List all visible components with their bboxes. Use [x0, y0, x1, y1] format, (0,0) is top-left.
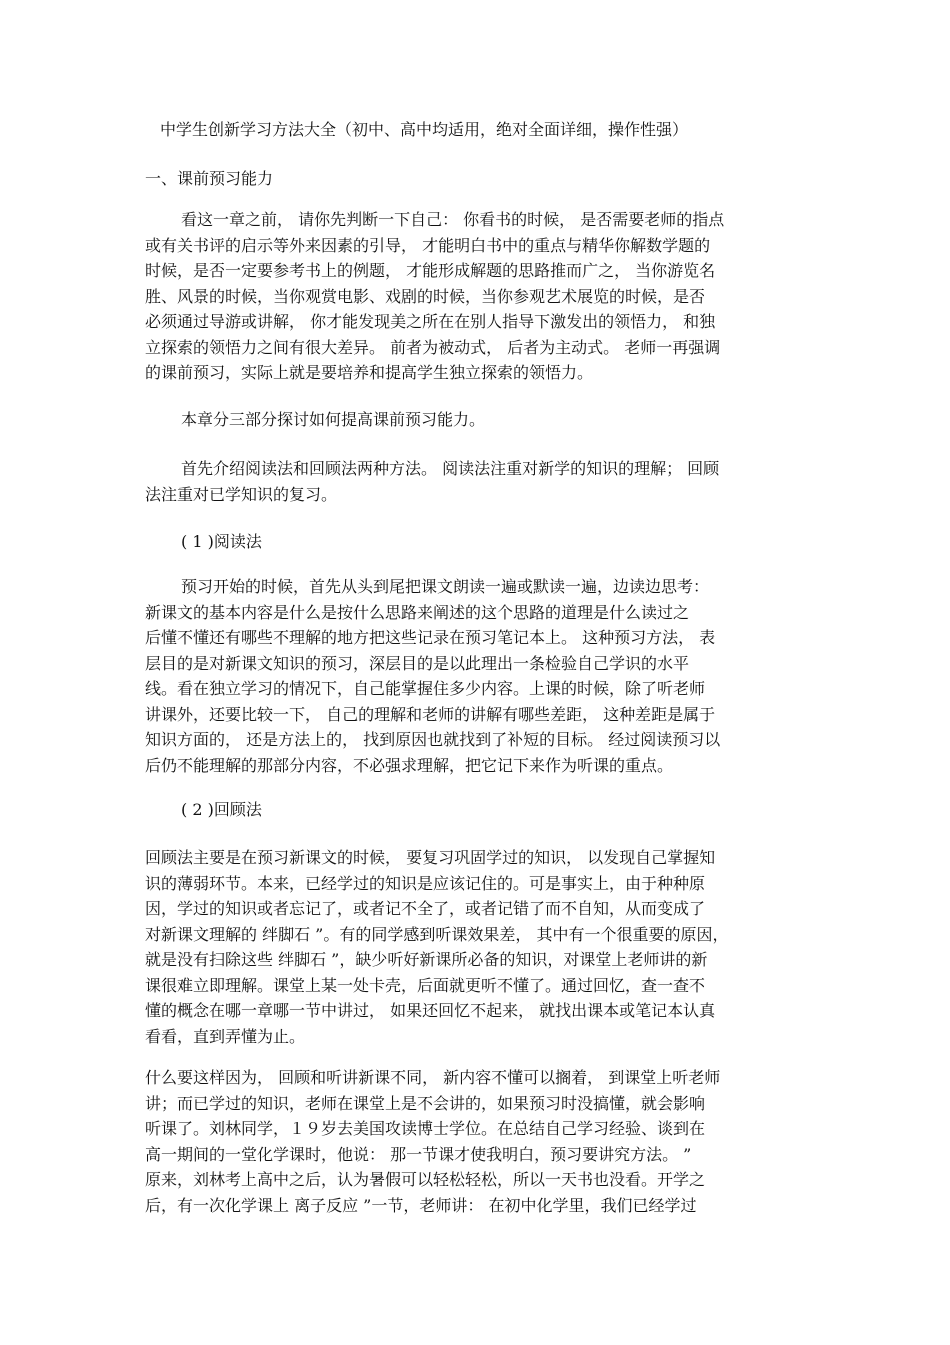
paragraph-line: 讲课外，还要比较一下， 自己的理解和老师的讲解有哪些差距， 这种差距是属于: [145, 704, 716, 724]
paragraph-line: 预习开始的时候，首先从头到尾把课文朗读一遍或默读一遍，边读边思考：: [181, 577, 710, 596]
paragraph-line: 回顾法主要是在预习新课文的时候， 要复习巩固学过的知识， 以发现自己掌握知: [145, 848, 716, 867]
subheading-review-method: ( 2 )回顾法: [181, 800, 262, 819]
section-heading-preview: 一、课前预习能力: [145, 169, 274, 188]
paragraph-line: 层目的是对新课文知识的预习，深层目的是以此理出一条检验自己学识的水平: [145, 653, 690, 673]
paragraph-intro: [145, 207, 815, 386]
paragraph-line: 或有关书评的启示等外来因素的引导， 才能明白书中的重点与精华你解数学题的: [145, 235, 711, 255]
paragraph-line: 看这一章之前， 请你先判断一下自己： 你看书的时候， 是否需要老师的指点: [181, 210, 725, 229]
paragraph-line: 看看，直到弄懂为止。: [145, 1026, 306, 1046]
paragraph-line: 时候，是否一定要参考书上的例题， 才能形成解题的思路推而广之， 当你游览名: [145, 261, 716, 280]
paragraph-line: 知识方面的， 还是方法上的， 找到原因也就找到了补短的目标。 经过阅读预习以: [145, 730, 721, 749]
paragraph-line: 高一期间的一堂化学课时，他说： 那一节课才使我明白，预习要讲究方法。 ”: [145, 1144, 692, 1164]
paragraph-line: 后懂不懂还有哪些不理解的地方把这些记录在预习笔记本上。 这种预习方法， 表: [145, 628, 716, 647]
paragraph-review-method: [145, 845, 815, 1049]
paragraph-line: 懂的概念在哪一章哪一节中讲过， 如果还回忆不起来， 就找出课本或笔记本认真: [145, 1001, 716, 1020]
paragraph-line: 胜、风景的时候，当你观赏电影、戏剧的时候，当你参观艺术展览的时候，是否: [145, 286, 706, 306]
paragraph-line: 后，有一次化学课上 离子反应 ”一节，老师讲： 在初中化学里，我们已经学过: [145, 1195, 697, 1215]
paragraph-line: 法注重对已学知识的复习。: [145, 484, 338, 504]
subheading-reading-method: ( 1 )阅读法: [181, 532, 262, 551]
paragraph-line: 新课文的基本内容是什么是按什么思路来阐述的这个思路的道理是什么读过之: [145, 602, 690, 622]
paragraph-line: 课很难立即理解。课堂上某一处卡壳，后面就更听不懂了。通过回忆，查一查不: [145, 975, 706, 995]
paragraph-line: 因，学过的知识或者忘记了，或者记不全了，或者记错了而不自知，从而变成了: [145, 899, 706, 918]
document-title: 中学生创新学习方法大全（初中、高中均适用，绝对全面详细，操作性强）: [160, 120, 689, 139]
paragraph-line: 原来，刘林考上高中之后，认为暑假可以轻松轻松，所以一天书也没看。开学之: [145, 1170, 706, 1189]
paragraph-line: 线。看在独立学习的情况下，自己能掌握住多少内容。上课的时候，除了听老师: [145, 679, 706, 698]
paragraph-line: 立探索的领悟力之间有很大差异。 前者为被动式， 后者为主动式。 老师一再强调: [145, 337, 721, 357]
paragraph-line: 对新课文理解的 绊脚石 ”。有的同学感到听课效果差， 其中有一个很重要的原因，: [145, 924, 729, 944]
paragraph-why-review: [145, 1065, 815, 1218]
paragraph-chapter-outline: [145, 407, 815, 433]
paragraph-methods-intro: [145, 456, 815, 507]
paragraph-line: 后仍不能理解的那部分内容，不必强求理解，把它记下来作为听课的重点。: [145, 755, 674, 775]
paragraph-reading-method: [145, 574, 815, 778]
paragraph-line: 本章分三部分探讨如何提高课前预习能力。: [181, 410, 486, 429]
paragraph-line: 必须通过导游或讲解， 你才能发现美之所在在别人指导下激发出的领悟力， 和独: [145, 312, 716, 331]
paragraph-line: 讲；而已学过的知识，老师在课堂上是不会讲的，如果预习时没搞懂，就会影响: [145, 1093, 706, 1113]
paragraph-line: 听课了。刘林同学，１９岁去美国攻读博士学位。在总结自己学习经验、谈到在: [145, 1119, 706, 1138]
paragraph-line: 的课前预习，实际上就是要培养和提高学生独立探索的领悟力。: [145, 363, 594, 382]
paragraph-line: 首先介绍阅读法和回顾法两种方法。 阅读法注重对新学的知识的理解； 回顾: [181, 459, 720, 478]
paragraph-line: 就是没有扫除这些 绊脚石 ”，缺少听好新课所必备的知识，对课堂上老师讲的新: [145, 950, 708, 969]
paragraph-line: 什么要这样因为， 回顾和听讲新课不同， 新内容不懂可以搁着， 到课堂上听老师: [145, 1068, 721, 1087]
paragraph-line: 识的薄弱环节。本来，已经学过的知识是应该记住的。可是事实上，由于种种原: [145, 873, 706, 893]
